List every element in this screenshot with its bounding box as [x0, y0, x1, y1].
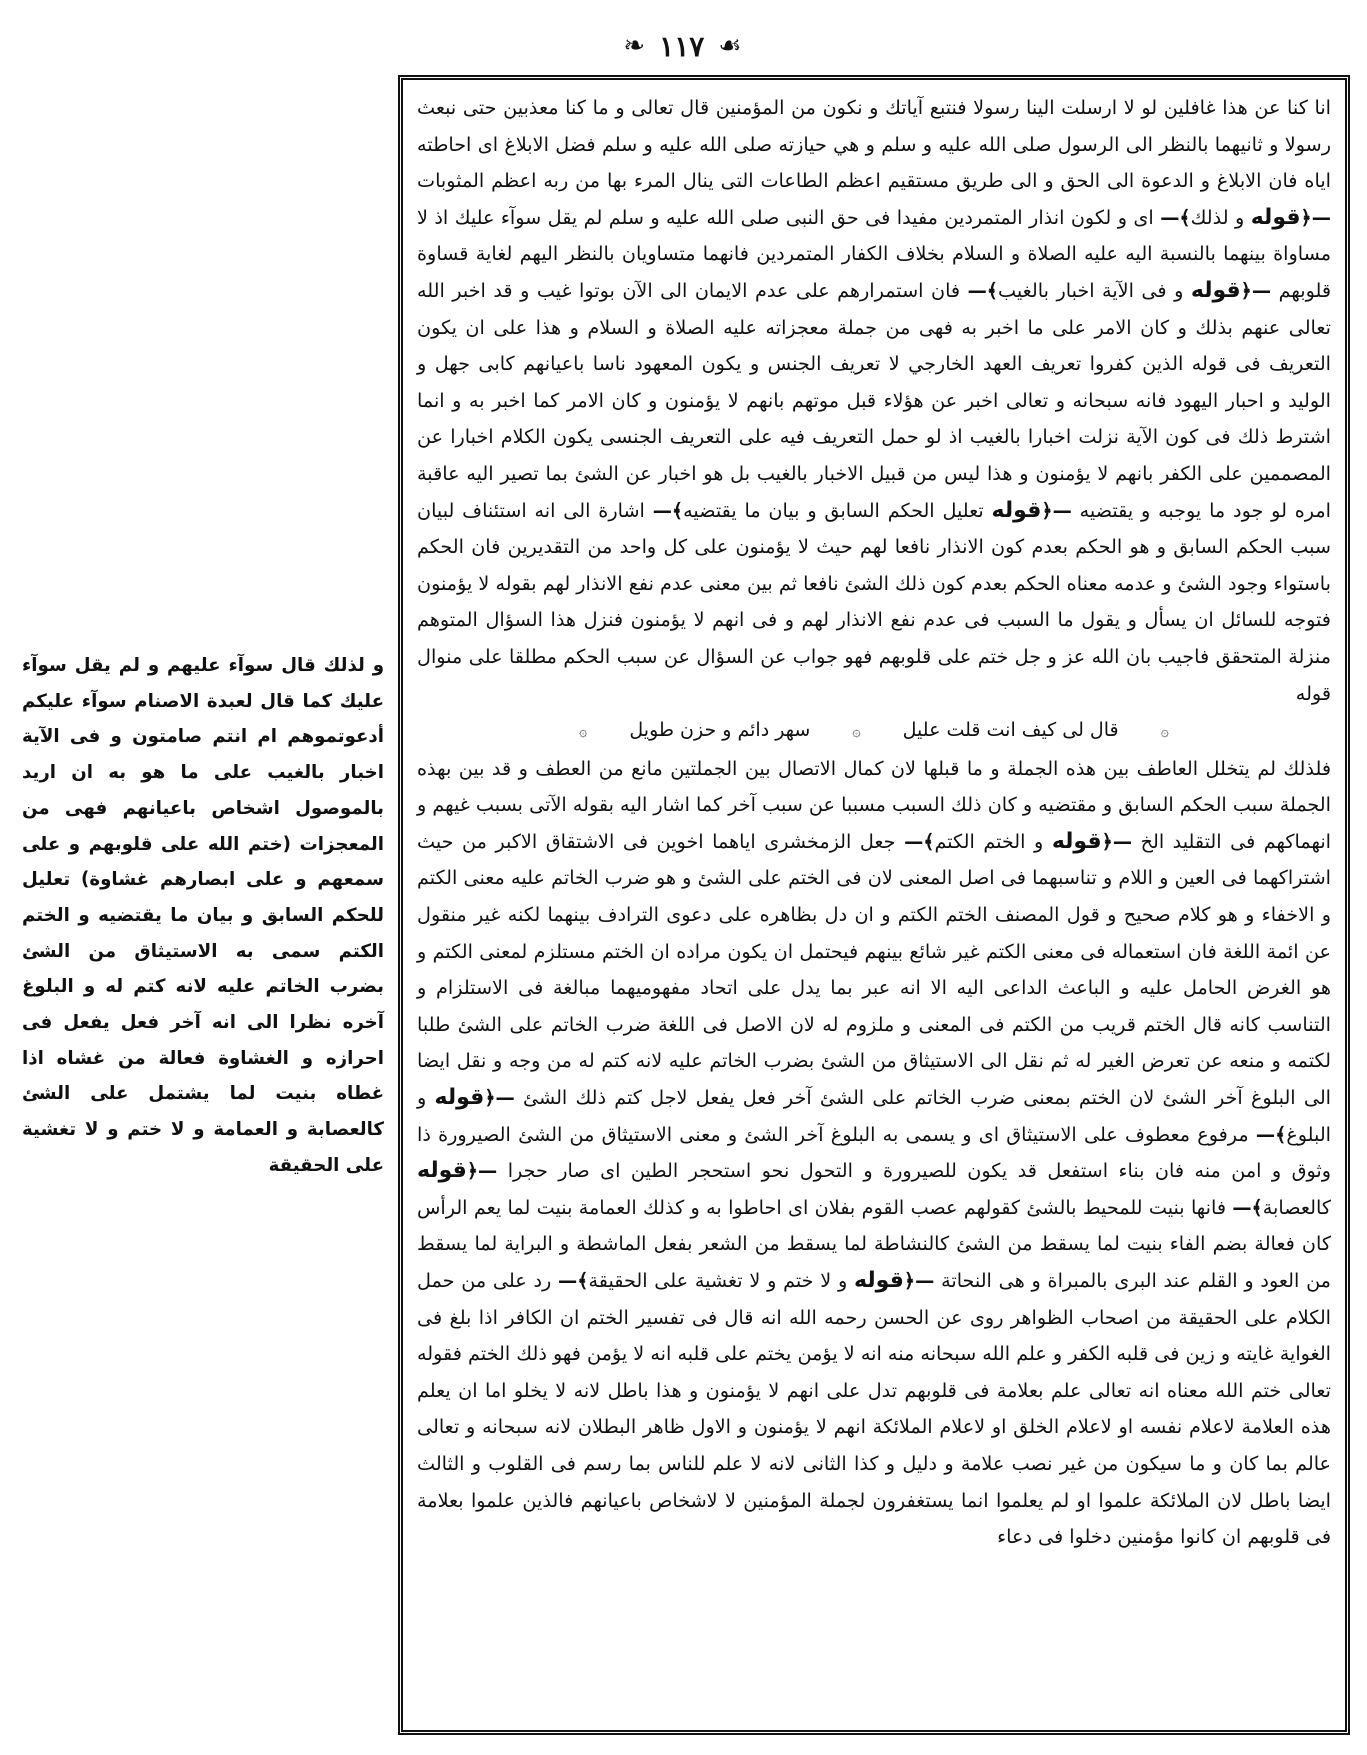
keyword-qawluhu: قوله — [854, 1268, 904, 1293]
star-ornament-icon: ۞ — [852, 724, 861, 741]
verse-hemistich-1: قال لى كيف انت قلت عليل — [902, 719, 1119, 742]
ornament-left-icon: ❧ — [623, 31, 646, 61]
keyword-qawluhu: قوله — [991, 497, 1042, 523]
keyword-qawluhu: قوله — [434, 1085, 485, 1111]
paragraph-1: انا كنا عن هذا غافلين لو لا ارسلت الينا رسولا فنتبع آياتك و نكون من المؤمنين قال تعالى و ما كنا معذبين حتى نبعث رسولا و ثانيهما بالنظر الى الرسول صلى الله عليه و سلم و هي حيازته صلى الله عليه و سلم فضل الابلاغ اى احاطته اياه فان الابلاغ و الدعوة الى الحق و الى طريق مستقيم اعظم الطاعات التى ينال المرء بها من ربه اعظم المثوبات —﴿قوله و لذلك﴾— اى و لكون انذار المتمردين مفيدا فى حق النبى صلى الله عليه و سلم لم يقل سوآء عليك اذ لا مساواة بينهما بالنسبة اليه عليه الصلاة و السلام بخلاف الكفار المتمردين فانهما متساويان بالنظر اليهم لغاية قساوة قلوبهم —﴿قوله و فى الآية اخبار بالغيب﴾— فان استمرارهم على عدم الايمان الى الآن بوتوا غيب و قد اخبر الله تعالى عنهم بذلك و كان الامر على ما اخبر به فهى من جملة معجزاته عليه الصلاة و السلام و هذا على ان يكون التعريف فى قوله الذين كفروا تعريف العهد الخارجي لا تعريف الجنس و يكون المعهود ناسا باعيانهم كابى جهل و الوليد و احبار اليهود فانه سبحانه و تعالى اخبر عن هؤلاء قبل موتهم بانهم لا يؤمنون و كان الامر كما اخبر به و انما اشترط ذلك فى كون الآية نزلت اخبارا بالغيب اذ لو حمل التعريف فيه على التعريف الجنسى يكون الكلام اخبارا عن المصممين على الكفر بانهم لا يؤمنون و هذا ليس من قبيل الاخبار بالغيب بل هو اخبار عن الشئ بما تصير اليه عاقبة امره لو جود ما يوجبه و يقتضيه —﴿قوله تعليل الحكم السابق و بيان ما يقتضيه﴾— اشارة الى انه استئناف لبيان سبب الحكم السابق و هو الحكم بعدم كون الانذار نافعا لهم حيث لا يؤمنون على كل واحد من التقديرين فان الحكم باستواء وجود الشئ و عدمه معناه الحكم بعدم كون ذلك الشئ نافعا ثم بين معنى عدم نفع الانذار لهم بقوله لا يؤمنون فتوجه للسائل ان يسأل و يقول ما السبب فى عدم نفع الانذار لهم و فى انهم لا يؤمنون فنزل هذا السؤال المتوهم منزلة المتحقق فاجيب بان الله عز و جل ختم على قلوبهم فهو جواب عن السؤال عن سبب الحكم مطلقا على منوال قوله — [417, 96, 1332, 705]
star-ornament-icon: ۞ — [1160, 724, 1169, 741]
verse-hemistich-2: سهر دائم و حزن طويل — [629, 719, 811, 742]
ornament-right-icon: ☙ — [718, 31, 742, 61]
paragraph-2: فلذلك لم يتخلل العاطف بين هذه الجملة و ما قبلها لان كمال الاتصال بين الجملتين مانع من العطف و قد بين بهذه الجملة سبب الحكم السابق و مقتضيه و كان ذلك السبب مسببا عن سبب آخر كما اشار اليه بقوله الآتى بسبب غيهم و انهماكهم فى التقليد الخ —﴿قوله و الختم الكتم﴾— جعل الزمخشرى اياهما اخوين فى الاشتقاق الاكبر من حيث اشتراكهما فى العين و اللام و تناسبهما فى اصل المعنى لان فى الختم على الشئ و هو ضرب الخاتم عليه معنى الكتم و الاخفاء و هو كلام صحيح و قول المصنف الختم الكتم و ان دل بظاهره على دعوى الترادف بينهما لكنه غير منقول عن ائمة اللغة فان استعماله فى معنى الكتم غير شائع بينهم فيحتمل ان يكون مراده ان الختم مستلزم لمعنى الكتم و هو الغرض الحامل عليه و الباعث الداعى اليه الا انه عبر بما يدل على اتحاد مفهوميهما مبالغة فى الاستلزام و التناسب كانه قال الختم قريب من الكتم فى المعنى و ملزوم له لان الاصل فى اللغة ضرب الخاتم على الشئ طلبا لكتمه و منعه عن تعرض الغير له ثم نقل الى الاستيثاق من الشئ بضرب الخاتم عليه لانه كتم له من وجه و نقل ايضا الى البلوغ آخر الشئ لان الختم بمعنى ضرب الخاتم على الشئ آخر فعل يفعل لاجل كتم ذلك الشئ —﴿قوله و البلوغ﴾— مرفوع معطوف على الاستيثاق اى و يسمى به البلوغ آخر الشئ و معنى الاستيثاق من الشئ الصيرورة ذا وثوق و امن منه فان بناء استفعل قد يكون للصيرورة و التحول نحو استحجر الطين اى صار حجرا —﴿قوله كالعصابة﴾— فانها بنيت للمحيط بالشئ كقولهم عصب القوم بفلان اى احاطوا به و كذلك العمامة بنيت لما يعم الرأس كان فعالة بضم الفاء بنيت لما يسقط من الشئ كالنشاطة لما يسقط من الشعر بفعل الماشطة و البراية لما يسقط من العود و القلم عند البرى بالمبراة و هى النحاتة —﴿قوله و لا ختم و لا تغشية على الحقيقة﴾— رد على من حمل الكلام على الحقيقة من اصحاب الظواهر روى عن الحسن رحمه الله انه قال فى تفسير الختم ان الكافر اذا بلغ فى الغواية غايته و زين فى قلبه الكفر و علم الله سبحانه منه انه لا يؤمن يختم على قلبه انه لا يؤمن فهو ذلك الختم فقوله تعالى ختم الله معناه انه تعالى علم بعلامة فى قلوبهم تدل على انهم لا يؤمنون و هذا باطل لانه لا يخلو اما ان يعلم هذه العلامة لاعلام نفسه او لاعلام الخلق او لاعلام الملائكة انهم لا يؤمنون و الاول ظاهر البطلان لانه سبحانه و تعالى عالم بما كان و ما سيكون من غير نصب علامة و دليل و كذا الثانى لانه لا علم للناس بما رسم فى القلوب و الثالث ايضا باطل لان الملائكة علموا او لم يعلموا انما يستغفرون لجملة المؤمنين لا لاشخاص باعيانهم فالذين علموا بعلامة فى قلوبهم ان كانوا مؤمنين دخلوا فى دعاء — [417, 756, 1332, 1549]
main-text-frame — [398, 75, 1350, 1735]
keyword-qawluhu: قوله — [1051, 828, 1102, 854]
keyword-qawluhu: قوله — [1250, 204, 1301, 230]
star-ornament-icon: ۞ — [579, 724, 588, 741]
page-number: ١١٧ — [659, 29, 705, 63]
main-commentary-text — [417, 90, 1331, 1556]
margin-base-text: و لذلك قال سوآء عليهم و لم يقل سوآء عليك كما قال لعبدة الاصنام سوآء عليكم أدعوتموهم ام انتم صامتون و فى الآية اخبار بالغيب على ما هو به ان اريد بالموصول اشخاص باعيانهم فهى من المعجزات (ختم الله على قلوبهم و على سمعهم و على ابصارهم غشاوة) تعليل للحكم السابق و بيان ما يقتضيه و الختم الكتم سمى به الاستيثاق من الشئ بضرب الخاتم عليه لانه كتم له و البلوغ آخره نظرا الى انه آخر فعل يفعل فى احرازه و الغشاوة فعالة من غشاه اذا غطاه بنيت لما يشتمل على الشئ كالعصابة و العمامة و لا ختم و لا تغشية على الحقيقة — [22, 655, 384, 1176]
keyword-qawluhu: قوله — [417, 1158, 467, 1184]
poetry-verse — [417, 712, 1331, 751]
page-header — [395, 26, 970, 66]
keyword-qawluhu: قوله — [1190, 277, 1241, 303]
